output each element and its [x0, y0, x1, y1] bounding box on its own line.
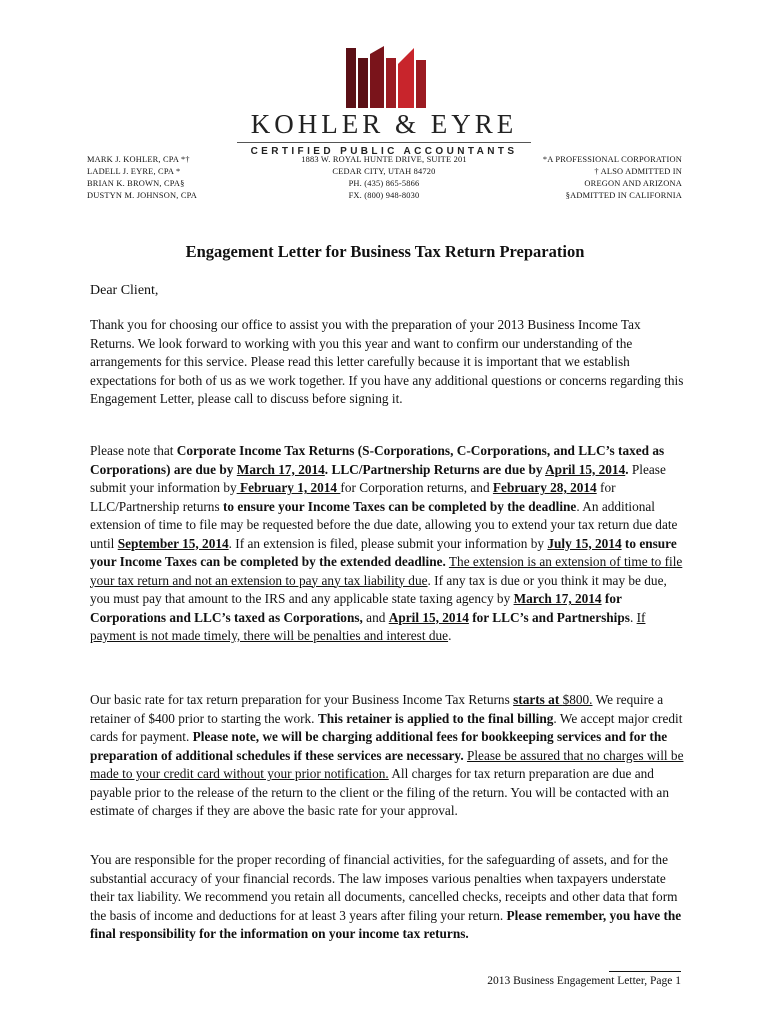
text-run: for Corporation returns, and	[340, 480, 493, 495]
text-run: If payment is not made timely, there will be penalties and interest due	[90, 609, 646, 643]
text-run: .	[629, 609, 637, 625]
text-run: Please note, we will be charging additional fees for bookkeeping services and for the preparation of additional schedules if these services are necessary.	[90, 729, 668, 763]
text-run: for Corporations and LLC’s taxed as Corporations,	[90, 591, 622, 625]
address-line: CEDAR CITY, UTAH 84720	[332, 167, 436, 176]
partner-list	[87, 154, 197, 202]
paragraph-intro	[90, 316, 684, 409]
text-run: to ensure your Income Taxes can be completed by the deadline	[222, 498, 577, 514]
text-run: Corporate Income Tax Returns (S-Corporations, C-Corporations, and LLC’s taxed as Corporations) are due by	[90, 443, 665, 477]
note-line: † ALSO ADMITTED IN	[594, 167, 682, 176]
deadline-date: July 15, 2014	[547, 535, 622, 551]
text-run: starts at	[513, 692, 563, 707]
address-line: 1883 W. ROYAL HUNTE DRIVE, SUITE 201	[301, 155, 467, 164]
deadline-date: March 17, 2014	[513, 591, 602, 606]
paragraph-responsibility	[90, 851, 684, 944]
deadline-date: April 15, 2014	[545, 461, 626, 477]
footer-rule	[609, 971, 681, 972]
text-run: . If an extension is filed, please submit your information by	[228, 535, 548, 551]
text-run: Please submit your information by	[90, 461, 666, 495]
deadline-date: September 15, 2014	[117, 535, 229, 551]
text-run: Our basic rate for tax return preparation for your Business Income Tax Returns	[90, 692, 514, 707]
page-footer: 2013 Business Engagement Letter, Page 1	[487, 975, 681, 987]
partner-name: MARK J. KOHLER, CPA *†	[87, 155, 190, 164]
text-run: for LLC’s and Partnerships	[468, 609, 630, 625]
logo-divider	[237, 142, 531, 143]
text-run: All charges for tax return preparation are due and payable prior to the release of the return to the client or the filing of the return. You will be contacted with an estimate of charges if they are above the basic rate for your approval.	[90, 766, 669, 818]
text-run: .	[625, 461, 629, 477]
paragraph-deadlines	[90, 442, 684, 646]
paragraph-text: Thank you for choosing our office to assist you with the preparation of your 2013 Business Income Tax Returns. We look forward to working with you this year and want to confirm our understanding of the arrangements for this service. Please read this letter carefully because it is important that we establish expectations for both of us as we work together. If you have any additional questions or concerns regarding this Engagement Letter, please call to discuss before signing it.	[90, 317, 684, 406]
text-run: . LLC/Partnership Returns are due by	[324, 461, 546, 477]
text-run: You are responsible for the proper recording of financial activities, for the safeguarding of assets, and for the substantial accuracy of your financial records. The law imposes various penalties when taxpayers understate their tax liability. We recommend you retain all documents, cancelled checks, receipts and other data that form the basis of income and deductions for at least 3 years after filing your return.	[90, 852, 678, 923]
firm-notes	[510, 154, 682, 202]
deadline-date: February 28, 2014	[492, 480, 597, 495]
partner-name: DUSTYN M. JOHNSON, CPA	[87, 191, 197, 200]
note-line: OREGON AND ARIZONA	[584, 179, 682, 188]
text-run: and	[362, 609, 389, 625]
text-run: This retainer is applied to the final billing	[317, 710, 554, 726]
text-run: . We accept major credit cards for payment.	[90, 710, 683, 744]
text-run: to ensure your Income Taxes can be completed by the extended deadline.	[90, 535, 677, 569]
deadline-date: April 15, 2014	[388, 609, 469, 625]
text-run: The extension is an extension of time to file your tax return and not an extension to pay any tax liability due	[90, 554, 683, 588]
text-run: . If any tax is due or you think it may be due, you must pay that amount to the IRS and any applicable state taxing agency by	[90, 572, 667, 606]
note-line: *A PROFESSIONAL CORPORATION	[542, 155, 682, 164]
fax-number: FX. (800) 948-8030	[348, 191, 420, 200]
partner-name: LADELL J. EYRE, CPA *	[87, 167, 181, 176]
text-run: .	[448, 628, 452, 643]
salutation: Dear Client,	[90, 283, 159, 298]
note-line: §ADMITTED IN CALIFORNIA	[565, 191, 682, 200]
firm-address	[294, 154, 474, 202]
letter-title: Engagement Letter for Business Tax Return Preparation	[185, 242, 585, 261]
paragraph-fees	[90, 691, 684, 821]
text-run: We require a retainer of $400 prior to starting the work.	[90, 692, 664, 726]
partner-name: BRIAN K. BROWN, CPA§	[87, 179, 185, 188]
text-run: Please be assured that no charges will be made to your credit card without your prior notification.	[90, 747, 684, 781]
text-run: for LLC/Partnership returns	[90, 480, 616, 514]
text-run: Please remember, you have the final responsibility for the information on your income tax returns.	[90, 907, 682, 941]
firm-subtitle: CERTIFIED PUBLIC ACCOUNTANTS	[250, 146, 518, 157]
text-run: Please note that	[90, 443, 177, 458]
text-run: . An additional extension of time to file may be requested before the due date, allowing you to extend your tax return due date until	[90, 498, 678, 551]
firm-logo-mark	[344, 44, 428, 108]
deadline-date: March 17, 2014	[236, 461, 325, 477]
firm-name: KOHLER & EYRE	[250, 109, 518, 139]
basic-rate: $800.	[562, 692, 593, 707]
phone-number: PH. (435) 865-5866	[348, 179, 420, 188]
deadline-date: February 1, 2014	[236, 480, 341, 495]
